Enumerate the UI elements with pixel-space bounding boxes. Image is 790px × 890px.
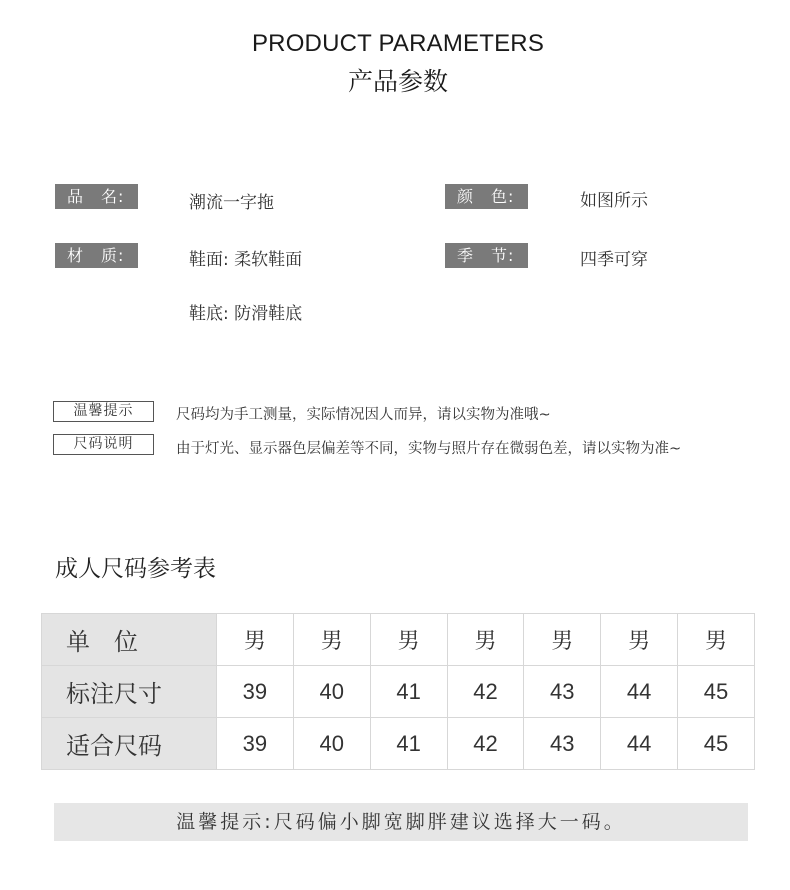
note-text-size: 由于灯光、显示器色层偏差等不同，实物与照片存在微弱色差，请以实物为准~ (176, 441, 682, 457)
table-row (42, 718, 755, 770)
table-cell: 39 (217, 718, 294, 770)
note-label-tip: 温馨提示 (53, 401, 154, 422)
param-value-material: 鞋面: 柔软鞋面 (189, 250, 303, 270)
table-cell: 男 (447, 614, 524, 666)
size-chart-heading: 成人尺码参考表 (55, 556, 216, 582)
table-cell: 44 (601, 666, 678, 718)
table-cell: 40 (293, 718, 370, 770)
table-cell: 39 (217, 666, 294, 718)
page-title-en: PRODUCT PARAMETERS (251, 30, 545, 57)
table-cell: 男 (678, 614, 755, 666)
table-cell: 男 (370, 614, 447, 666)
note-text-tip: 尺码均为手工测量，实际情况因人而异，请以实物为准哦~ (176, 407, 551, 423)
table-cell: 41 (370, 666, 447, 718)
param-value-name: 潮流一字拖 (189, 193, 274, 213)
footer-tip: 温馨提示:尺码偏小脚宽脚胖建议选择大一码。 (54, 803, 748, 841)
table-cell: 45 (678, 718, 755, 770)
table-cell: 42 (447, 718, 524, 770)
table-cell: 男 (293, 614, 370, 666)
table-cell: 43 (524, 666, 601, 718)
page-title-cn: 产品参数 (347, 67, 448, 96)
param-label-color: 颜 色: (445, 184, 528, 209)
param-label-name: 品 名: (55, 184, 138, 209)
table-cell: 男 (524, 614, 601, 666)
table-row (42, 666, 755, 718)
table-cell: 42 (447, 666, 524, 718)
param-value-color: 如图所示 (580, 191, 648, 211)
table-cell: 44 (601, 718, 678, 770)
param-value-season: 四季可穿 (580, 250, 648, 270)
param-label-season: 季 节: (445, 243, 528, 268)
note-label-size: 尺码说明 (53, 434, 154, 455)
table-cell: 40 (293, 666, 370, 718)
table-cell: 41 (370, 718, 447, 770)
param-label-material: 材 质: (55, 243, 138, 268)
table-cell: 43 (524, 718, 601, 770)
table-cell: 45 (678, 666, 755, 718)
row-header: 标注尺寸 (42, 666, 217, 718)
row-header: 适合尺码 (42, 718, 217, 770)
param-value-sole: 鞋底: 防滑鞋底 (189, 304, 303, 324)
table-cell: 男 (217, 614, 294, 666)
table-row (42, 614, 755, 666)
size-table (41, 613, 755, 770)
table-cell: 男 (601, 614, 678, 666)
row-header: 单 位 (42, 614, 217, 666)
